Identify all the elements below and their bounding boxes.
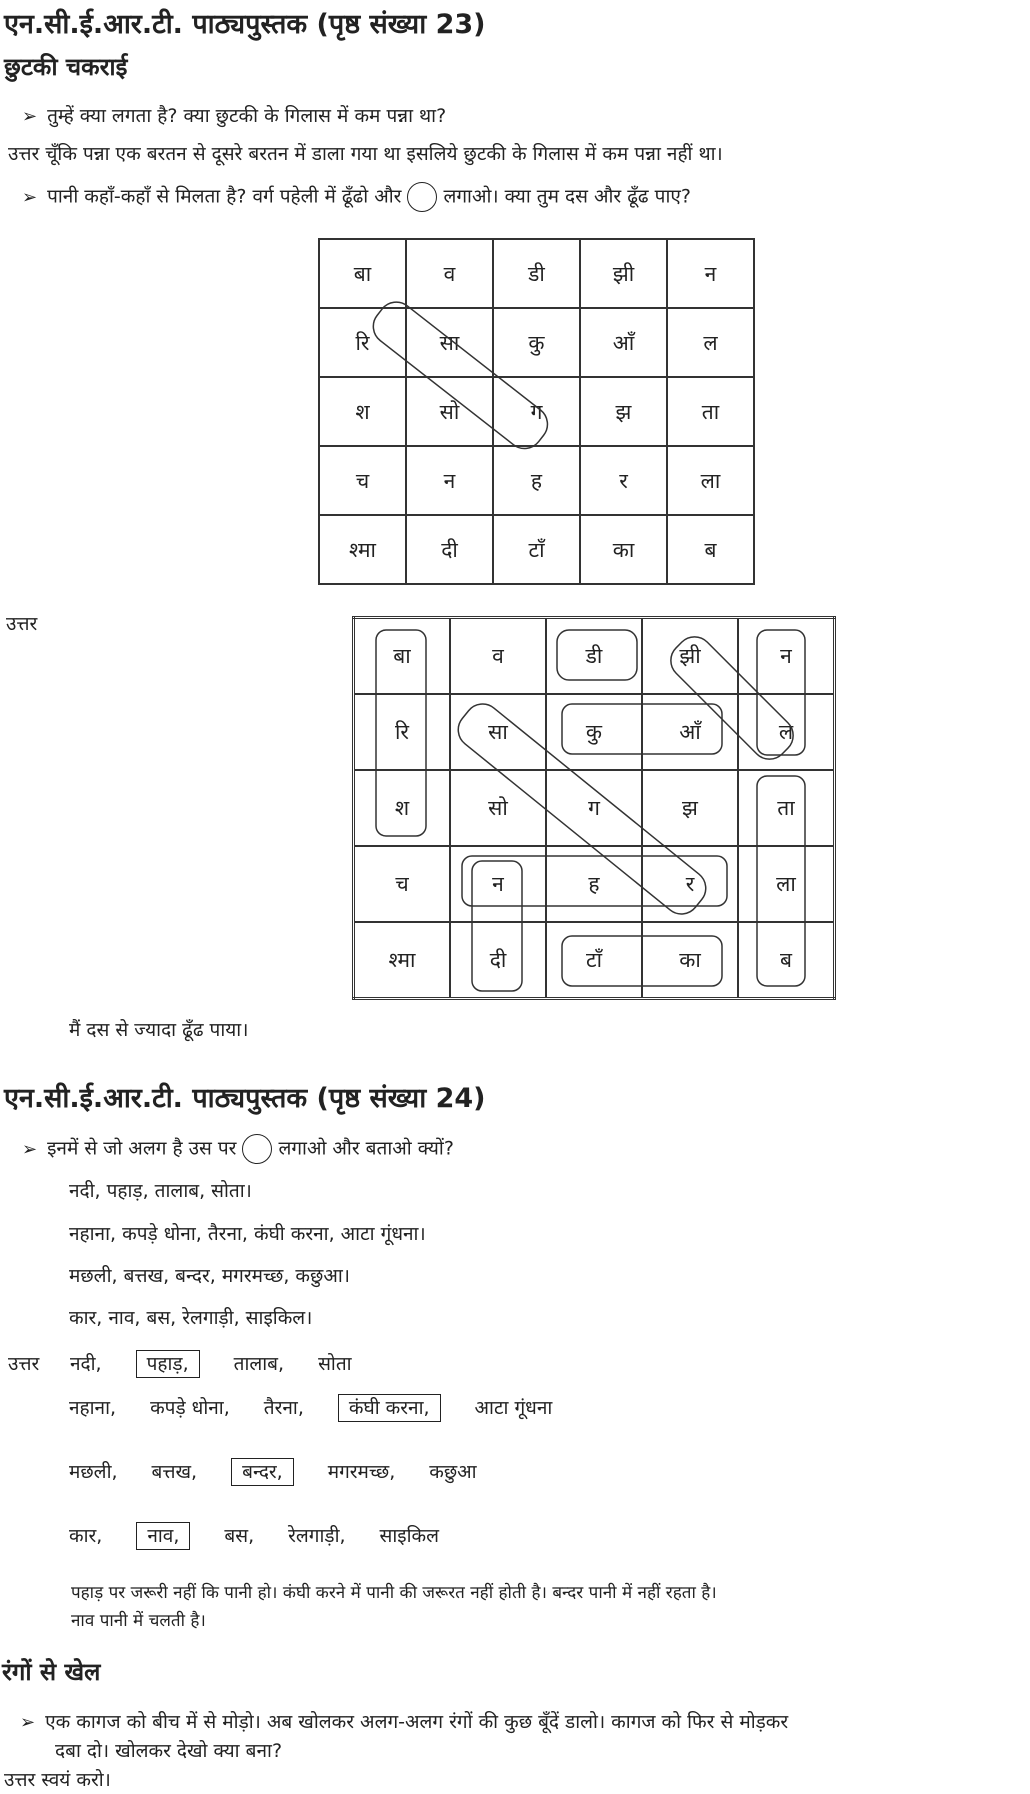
grid-cell: झी (642, 618, 738, 695)
list-item: कार, नाव, बस, रेलगाड़ी, साइकिल। (69, 1307, 313, 1329)
grid-cell: रि (319, 308, 406, 377)
grid-cell: सो (406, 377, 493, 446)
grid-cell: ह (493, 446, 580, 515)
grid-cell: व (406, 239, 493, 308)
grid-cell: कु (493, 308, 580, 377)
answer-row (69, 1458, 511, 1484)
grid-cell: ल (738, 694, 835, 770)
grid-cell: दी (406, 515, 493, 584)
grid-row (354, 846, 835, 922)
grid-cell: झ (642, 770, 738, 846)
list-item: नहाना, कपड़े धोना, तैरना, कंघी करना, आटा गूंधना। (69, 1223, 426, 1245)
grid-cell: का (580, 515, 667, 584)
arrow-bullet-icon: ➢ (22, 186, 38, 208)
answer-row (70, 1350, 386, 1376)
answer-label: उत्तर (8, 1353, 40, 1375)
answer-word: आटा गूंधना (474, 1397, 553, 1419)
question-text: लगाओ और बताओ क्यों? (278, 1137, 454, 1160)
grid-cell: न (738, 618, 835, 695)
answer-2: मैं दस से ज्यादा ढूँढ पाया। (69, 1019, 249, 1041)
grid-cell: श्मा (319, 515, 406, 584)
explanation-line-2: नाव पानी में चलती है। (71, 1611, 206, 1631)
answer-word: मछली, (69, 1461, 118, 1483)
colors-answer: उत्तर स्वयं करो। (4, 1769, 111, 1791)
grid-cell: आँ (642, 694, 738, 770)
grid-cell: र (580, 446, 667, 515)
grid-cell: सा (406, 308, 493, 377)
answer-word: सोता (318, 1353, 352, 1375)
grid-cell: सा (450, 694, 546, 770)
grid-row (319, 377, 754, 446)
grid-cell: च (354, 846, 451, 922)
grid-row (354, 922, 835, 999)
grid-cell: रि (354, 694, 451, 770)
answer-word: साइकिल (379, 1525, 440, 1547)
question-text: पानी कहाँ-कहाँ से मिलता है? वर्ग पहेली में ढूँढो और (47, 185, 402, 208)
grid-cell: ग (546, 770, 642, 846)
answer-word: रेलगाड़ी, (288, 1525, 346, 1547)
grid-cell: ला (667, 446, 754, 515)
answer-label: उत्तर (8, 143, 40, 165)
answer-word: कपड़े धोना, (150, 1397, 230, 1419)
explanation-line-1: पहाड़ पर जरूरी नहीं कि पानी हो। कंघी करने में पानी की जरूरत नहीं होती है। बन्दर पानी में नहीं रहता है। (71, 1583, 717, 1603)
answer-text: चूँकि पन्ना एक बरतन से दूसरे बरतन में डाला गया था इसलिये छुटकी के गिलास में कम पन्ना नहीं था। (45, 143, 723, 165)
grid-cell: श (354, 770, 451, 846)
answer-word: बत्तख, (151, 1461, 198, 1483)
grid-row (319, 308, 754, 377)
grid-cell: टाँ (493, 515, 580, 584)
grid-cell: सो (450, 770, 546, 846)
odd-word-boxed: नाव, (136, 1522, 190, 1550)
odd-word-boxed: कंघी करना, (338, 1394, 441, 1422)
arrow-bullet-icon: ➢ (20, 1712, 36, 1733)
grid-cell: श्मा (354, 922, 451, 999)
list-item: मछली, बत्तख, बन्दर, मगरमच्छ, कछुआ। (69, 1265, 350, 1287)
grid-cell: श (319, 377, 406, 446)
colors-question-line-2: दबा दो। खोलकर देखो क्या बना? (55, 1740, 283, 1762)
colors-heading: रंगों से खेल (2, 1658, 101, 1686)
list-item: नदी, पहाड़, तालाब, सोता। (69, 1180, 252, 1202)
grid-cell: ता (667, 377, 754, 446)
grid-cell: आँ (580, 308, 667, 377)
grid-row (354, 618, 835, 695)
grid-row (319, 239, 754, 308)
grid-cell: व (450, 618, 546, 695)
grid-cell: टाँ (546, 922, 642, 999)
answer-1 (8, 140, 723, 166)
odd-word-boxed: बन्दर, (231, 1458, 294, 1486)
grid-cell: दी (450, 922, 546, 999)
answer-word: तैरना, (263, 1397, 304, 1419)
section-heading: छुटकी चकराई (4, 53, 128, 81)
grid-cell: बा (354, 618, 451, 695)
grid-cell: च (319, 446, 406, 515)
answer-row (69, 1522, 473, 1548)
grid-row (319, 446, 754, 515)
grid-cell: र (642, 846, 738, 922)
grid-cell: कु (546, 694, 642, 770)
grid-cell: न (406, 446, 493, 515)
answer-word: बस, (224, 1525, 255, 1547)
grid-cell: झ (580, 377, 667, 446)
question-1 (22, 102, 446, 128)
question-odd-one (22, 1134, 454, 1164)
grid-row (354, 770, 835, 846)
grid-cell: न (667, 239, 754, 308)
answer-puzzle-grid (352, 616, 836, 1000)
grid-cell: बा (319, 239, 406, 308)
grid-cell: न (450, 846, 546, 922)
circle-icon (242, 1134, 272, 1164)
answer-grid-label: उत्तर (6, 613, 38, 635)
arrow-bullet-icon: ➢ (22, 106, 38, 127)
question-text: एक कागज को बीच में से मोड़ो। अब खोलकर अलग-अलग रंगों की कुछ बूँदें डालो। कागज को फिर से मोड़कर (45, 1711, 789, 1733)
grid-cell: ला (738, 846, 835, 922)
page-24-title: एन.सी.ई.आर.टी. पाठ्यपुस्तक (पृष्ठ संख्या 24) (4, 1083, 486, 1114)
question-text: लगाओ। क्या तुम दस और ढूँढ पाए? (443, 185, 691, 208)
grid-row (354, 694, 835, 770)
grid-cell: का (642, 922, 738, 999)
grid-cell: डी (546, 618, 642, 695)
grid-cell: ता (738, 770, 835, 846)
page-23-title: एन.सी.ई.आर.टी. पाठ्यपुस्तक (पृष्ठ संख्या 23) (4, 9, 486, 40)
word-puzzle-grid (318, 238, 755, 585)
answer-row (69, 1394, 586, 1420)
answer-word: नहाना, (69, 1397, 117, 1419)
grid-cell: ह (546, 846, 642, 922)
question-2 (22, 182, 691, 212)
arrow-bullet-icon: ➢ (22, 1138, 38, 1160)
grid-cell: ल (667, 308, 754, 377)
grid-row (319, 515, 754, 584)
answer-word: नदी, (70, 1353, 102, 1375)
colors-question (20, 1708, 788, 1734)
grid-cell: ब (738, 922, 835, 999)
grid-cell: ब (667, 515, 754, 584)
grid-cell: डी (493, 239, 580, 308)
grid-cell: ग (493, 377, 580, 446)
question-text: तुम्हें क्या लगता है? क्या छुटकी के गिलास में कम पन्ना था? (47, 105, 447, 127)
odd-word-boxed: पहाड़, (136, 1350, 200, 1378)
question-text: इनमें से जो अलग है उस पर (47, 1137, 237, 1160)
circle-icon (407, 182, 437, 212)
answer-word: तालाब, (233, 1353, 285, 1375)
answer-word: मगरमच्छ, (327, 1461, 396, 1483)
answer-word: कार, (69, 1525, 103, 1547)
answer-word: कछुआ (429, 1461, 477, 1483)
grid-cell: झी (580, 239, 667, 308)
